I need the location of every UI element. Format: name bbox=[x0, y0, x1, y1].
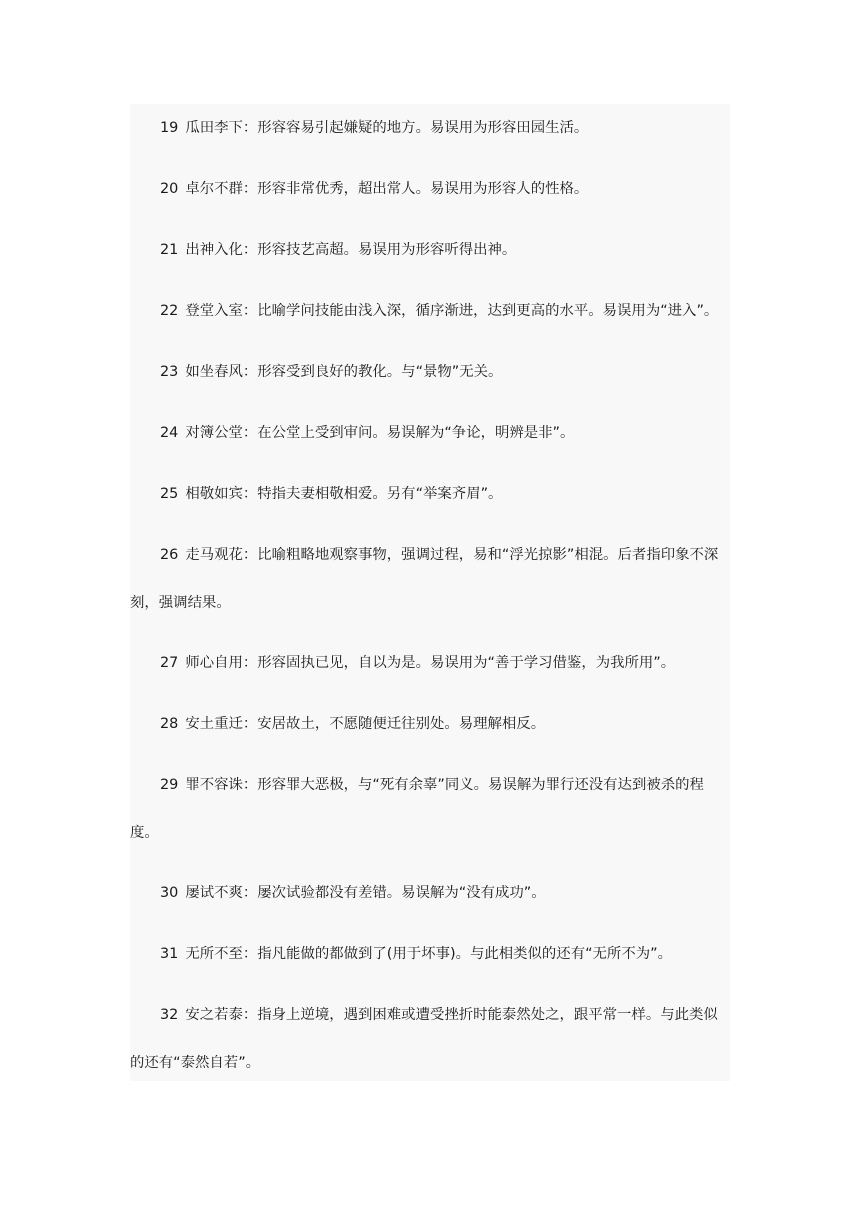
entry-21 bbox=[130, 226, 730, 274]
entry-number: 25 bbox=[160, 486, 179, 502]
entry-number: 29 bbox=[160, 777, 179, 793]
content-panel bbox=[130, 104, 730, 1081]
entry-number: 24 bbox=[160, 425, 179, 441]
entry-text: 瓜田李下：形容容易引起嫌疑的地方。易误用为形容田园生活。 bbox=[185, 120, 589, 136]
entry-31 bbox=[130, 930, 730, 978]
entry-number: 31 bbox=[160, 946, 179, 962]
entry-text: 师心自用：形容固执已见，自以为是。易误用为“善于学习借鉴，为我所用”。 bbox=[185, 655, 676, 671]
entry-text: 罪不容诛：形容罪大恶极，与“死有余辜”同义。易误解为罪行还没有达到被杀的程度。 bbox=[130, 777, 704, 841]
entry-text: 卓尔不群：形容非常优秀，超出常人。易误用为形容人的性格。 bbox=[185, 181, 589, 197]
entry-23 bbox=[130, 348, 730, 396]
entry-text: 相敬如宾：特指夫妻相敬相爱。另有“举案齐眉”。 bbox=[185, 486, 503, 502]
entry-32 bbox=[130, 991, 730, 1087]
entry-text: 屡试不爽：屡次试验都没有差错。易误解为“没有成功”。 bbox=[185, 885, 546, 901]
entry-text: 对簿公堂：在公堂上受到审问。易误解为“争论，明辨是非”。 bbox=[185, 425, 575, 441]
entry-text: 安土重迁：安居故土，不愿随便迁往别处。易理解相反。 bbox=[185, 716, 546, 732]
entry-27 bbox=[130, 639, 730, 687]
entry-number: 19 bbox=[160, 120, 179, 136]
entry-text: 走马观花：比喻粗略地观察事物，强调过程，易和“浮光掠影”相混。后者指印象不深刻，强调结果。 bbox=[130, 547, 719, 611]
entry-text: 如坐春风：形容受到良好的教化。与“景物”无关。 bbox=[185, 364, 503, 380]
entry-number: 27 bbox=[160, 655, 179, 671]
entry-19 bbox=[130, 104, 730, 152]
entry-number: 23 bbox=[160, 364, 179, 380]
entry-26 bbox=[130, 531, 730, 627]
entry-text: 安之若泰：指身上逆境，遇到困难或遭受挫折时能泰然处之，跟平常一样。与此类似的还有“泰然自若”。 bbox=[130, 1007, 718, 1071]
entry-number: 22 bbox=[160, 303, 179, 319]
entry-text: 出神入化：形容技艺高超。易误用为形容听得出神。 bbox=[185, 242, 517, 258]
entry-24 bbox=[130, 409, 730, 457]
entry-number: 20 bbox=[160, 181, 179, 197]
entry-number: 32 bbox=[160, 1007, 179, 1023]
entry-30 bbox=[130, 869, 730, 917]
entry-29 bbox=[130, 761, 730, 857]
entry-text: 登堂入室：比喻学问技能由浅入深，循序渐进，达到更高的水平。易误用为“进入”。 bbox=[185, 303, 719, 319]
entry-20 bbox=[130, 165, 730, 213]
entry-number: 26 bbox=[160, 547, 179, 563]
entry-number: 21 bbox=[160, 242, 179, 258]
entry-number: 28 bbox=[160, 716, 179, 732]
entry-number: 30 bbox=[160, 885, 179, 901]
entry-text: 无所不至：指凡能做的都做到了(用于坏事)。与此相类似的还有“无所不为”。 bbox=[185, 946, 672, 962]
entry-25 bbox=[130, 470, 730, 518]
entry-28 bbox=[130, 700, 730, 748]
entry-22 bbox=[130, 287, 730, 335]
